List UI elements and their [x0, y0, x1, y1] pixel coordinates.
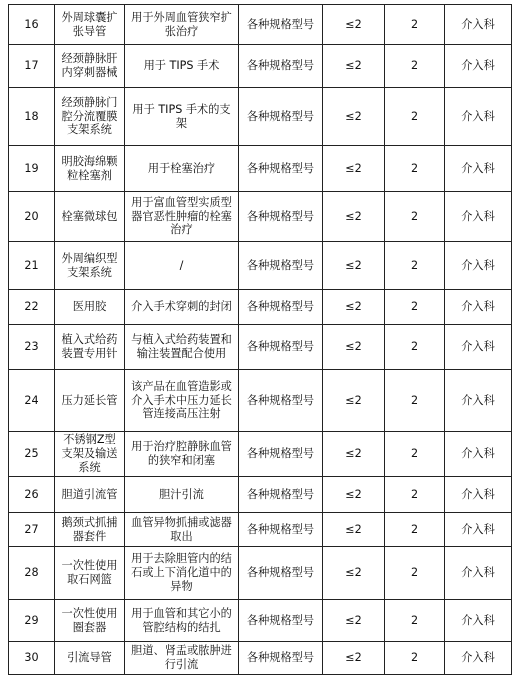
row-number: 29 [9, 600, 55, 642]
device-level: ≤2 [323, 290, 385, 325]
device-quantity: 2 [385, 242, 445, 290]
device-purpose: 该产品在血管造影或介入手术中压力延长管连接高压注射 [125, 370, 239, 432]
device-quantity: 2 [385, 325, 445, 370]
row-number: 25 [9, 432, 55, 477]
device-name: 经颈静脉肝内穿刺器械 [55, 45, 125, 88]
device-spec: 各种规格型号 [239, 513, 323, 547]
device-department: 介入科 [445, 290, 512, 325]
row-number: 23 [9, 325, 55, 370]
table-row [9, 600, 512, 642]
table-row [9, 370, 512, 432]
device-purpose: 用于 TIPS 手术的支架 [125, 88, 239, 146]
device-purpose: 用于富血管型实质型器官恶性肿瘤的栓塞治疗 [125, 192, 239, 242]
device-department: 介入科 [445, 432, 512, 477]
row-number: 21 [9, 242, 55, 290]
device-spec: 各种规格型号 [239, 45, 323, 88]
device-name: 一次性使用圈套器 [55, 600, 125, 642]
device-level: ≤2 [323, 5, 385, 45]
device-name: 一次性使用取石网篮 [55, 547, 125, 600]
device-level: ≤2 [323, 88, 385, 146]
row-number: 27 [9, 513, 55, 547]
device-level: ≤2 [323, 242, 385, 290]
device-quantity: 2 [385, 513, 445, 547]
device-table [8, 4, 512, 675]
table-row [9, 432, 512, 477]
row-number: 30 [9, 642, 55, 675]
device-name: 外周编织型支架系统 [55, 242, 125, 290]
device-purpose: 介入手术穿刺的封闭 [125, 290, 239, 325]
device-department: 介入科 [445, 88, 512, 146]
device-level: ≤2 [323, 45, 385, 88]
device-department: 介入科 [445, 5, 512, 45]
table-row [9, 242, 512, 290]
table-row [9, 547, 512, 600]
device-quantity: 2 [385, 45, 445, 88]
device-spec: 各种规格型号 [239, 242, 323, 290]
device-quantity: 2 [385, 88, 445, 146]
device-purpose: 用于 TIPS 手术 [125, 45, 239, 88]
device-name: 明胶海绵颗粒栓塞剂 [55, 146, 125, 192]
table-row [9, 5, 512, 45]
device-spec: 各种规格型号 [239, 88, 323, 146]
device-level: ≤2 [323, 513, 385, 547]
device-level: ≤2 [323, 432, 385, 477]
device-name: 鹅颈式抓捕器套件 [55, 513, 125, 547]
table-row [9, 477, 512, 513]
row-number: 26 [9, 477, 55, 513]
device-purpose: 胆汁引流 [125, 477, 239, 513]
device-name: 医用胶 [55, 290, 125, 325]
device-department: 介入科 [445, 146, 512, 192]
row-number: 18 [9, 88, 55, 146]
device-spec: 各种规格型号 [239, 642, 323, 675]
device-name: 外周球囊扩张导管 [55, 5, 125, 45]
device-department: 介入科 [445, 325, 512, 370]
device-department: 介入科 [445, 370, 512, 432]
device-purpose: 与植入式给药装置和输注装置配合使用 [125, 325, 239, 370]
table-row [9, 146, 512, 192]
device-department: 介入科 [445, 600, 512, 642]
device-quantity: 2 [385, 5, 445, 45]
device-quantity: 2 [385, 642, 445, 675]
device-purpose: 用于栓塞治疗 [125, 146, 239, 192]
device-spec: 各种规格型号 [239, 547, 323, 600]
device-spec: 各种规格型号 [239, 370, 323, 432]
device-purpose: / [125, 242, 239, 290]
device-purpose: 用于外周血管狭窄扩张治疗 [125, 5, 239, 45]
device-name: 不锈钢Z型支架及输送系统 [55, 432, 125, 477]
row-number: 22 [9, 290, 55, 325]
device-quantity: 2 [385, 370, 445, 432]
device-spec: 各种规格型号 [239, 192, 323, 242]
device-quantity: 2 [385, 290, 445, 325]
device-quantity: 2 [385, 146, 445, 192]
device-name: 胆道引流管 [55, 477, 125, 513]
device-level: ≤2 [323, 192, 385, 242]
table-row [9, 290, 512, 325]
device-department: 介入科 [445, 45, 512, 88]
device-level: ≤2 [323, 146, 385, 192]
device-department: 介入科 [445, 547, 512, 600]
device-department: 介入科 [445, 192, 512, 242]
device-spec: 各种规格型号 [239, 600, 323, 642]
device-quantity: 2 [385, 600, 445, 642]
device-quantity: 2 [385, 547, 445, 600]
table-row [9, 325, 512, 370]
table-row [9, 192, 512, 242]
device-department: 介入科 [445, 242, 512, 290]
device-level: ≤2 [323, 370, 385, 432]
device-spec: 各种规格型号 [239, 325, 323, 370]
row-number: 16 [9, 5, 55, 45]
device-department: 介入科 [445, 513, 512, 547]
device-level: ≤2 [323, 600, 385, 642]
device-table-body [9, 5, 512, 675]
device-spec: 各种规格型号 [239, 5, 323, 45]
device-department: 介入科 [445, 642, 512, 675]
device-spec: 各种规格型号 [239, 432, 323, 477]
device-purpose: 血管异物抓捕或滤器取出 [125, 513, 239, 547]
device-spec: 各种规格型号 [239, 290, 323, 325]
table-row [9, 45, 512, 88]
row-number: 28 [9, 547, 55, 600]
device-spec: 各种规格型号 [239, 477, 323, 513]
table-row [9, 88, 512, 146]
device-purpose: 用于治疗腔静脉血管的狭窄和闭塞 [125, 432, 239, 477]
device-quantity: 2 [385, 477, 445, 513]
device-level: ≤2 [323, 325, 385, 370]
table-row [9, 642, 512, 675]
device-purpose: 胆道、肾盂或脓肿进行引流 [125, 642, 239, 675]
device-name: 压力延长管 [55, 370, 125, 432]
device-quantity: 2 [385, 432, 445, 477]
device-level: ≤2 [323, 547, 385, 600]
device-name: 植入式给药装置专用针 [55, 325, 125, 370]
device-level: ≤2 [323, 642, 385, 675]
device-name: 引流导管 [55, 642, 125, 675]
row-number: 17 [9, 45, 55, 88]
row-number: 20 [9, 192, 55, 242]
device-purpose: 用于去除胆管内的结石或上下消化道中的异物 [125, 547, 239, 600]
device-level: ≤2 [323, 477, 385, 513]
device-name: 经颈静脉门腔分流覆膜支架系统 [55, 88, 125, 146]
device-purpose: 用于血管和其它小的管腔结构的结扎 [125, 600, 239, 642]
table-row [9, 513, 512, 547]
device-name: 栓塞微球包 [55, 192, 125, 242]
device-quantity: 2 [385, 192, 445, 242]
row-number: 19 [9, 146, 55, 192]
device-spec: 各种规格型号 [239, 146, 323, 192]
row-number: 24 [9, 370, 55, 432]
device-department: 介入科 [445, 477, 512, 513]
